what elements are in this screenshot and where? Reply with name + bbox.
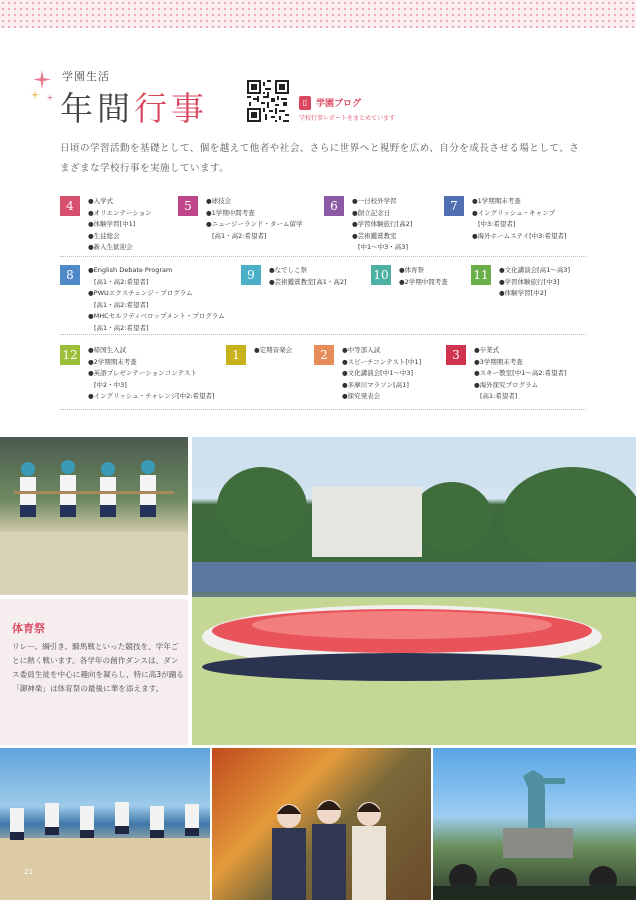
blog-label[interactable]: 学園ブログ [316, 99, 362, 109]
event-item: ●体験学習[中1] [88, 220, 136, 228]
peace-statue-photo [433, 748, 636, 900]
title-main: 年間 [60, 89, 134, 128]
event-item: ●イングリッシュ・チャレンジ[中2:希望者] [88, 392, 215, 400]
event-item: [高1・高2:希望者] [94, 277, 149, 286]
event-item: ●球技会 [206, 197, 232, 205]
dotted-header-band [0, 0, 636, 28]
page-title [60, 83, 208, 130]
qr-code[interactable] [247, 80, 289, 122]
month-badge-7: 7 [444, 196, 464, 216]
event-item: ●卒業式 [474, 346, 500, 354]
annual-events [60, 188, 586, 410]
event-item: ●学習体験旅行[中3] [499, 277, 560, 286]
month-badge-12: 12 [60, 345, 80, 365]
month-badge-3: 3 [446, 345, 466, 365]
month-badge-8: 8 [60, 265, 80, 285]
event-list-6 [352, 196, 412, 254]
month-badge-6: 6 [324, 196, 344, 216]
event-item: ●文化講演会[中1〜中3] [342, 369, 414, 377]
event-item: ●海外ホームステイ[中3:希望者] [472, 231, 567, 240]
event-item: ●探究発表会 [342, 392, 381, 400]
autumn-students-photo [212, 748, 431, 900]
month-6 [324, 196, 412, 254]
event-item: ●学習体験旅行[高2] [352, 220, 413, 228]
event-item: ●生徒総会 [88, 231, 120, 240]
event-item: ●中等部入試 [342, 346, 381, 354]
event-item: ●スピーチコンテスト[中1] [342, 357, 422, 366]
month-badge-4: 4 [60, 196, 80, 216]
month-badge-1: 1 [226, 345, 246, 365]
event-list-4 [88, 196, 152, 254]
event-list-3 [474, 345, 567, 403]
divider [60, 409, 586, 410]
event-item: ●一日校外学習 [352, 197, 397, 205]
month-8 [60, 265, 225, 334]
month-badge-9: 9 [241, 265, 261, 285]
event-list-12 [88, 345, 215, 403]
month-badge-10: 10 [371, 265, 391, 285]
event-item: ●入学式 [88, 197, 114, 205]
section-subtitle: 学園生活 [62, 70, 110, 83]
event-item: [中2・中3] [94, 380, 127, 389]
event-list-2 [342, 345, 421, 403]
month-2 [314, 345, 421, 403]
event-item: ●English Debate Program [88, 266, 173, 274]
event-item: ●英語プレゼンテーションコンテスト [88, 369, 197, 377]
blog-description: 学校行事レポートをまとめています [299, 115, 396, 122]
month-badge-2: 2 [314, 345, 334, 365]
event-list-9 [269, 265, 347, 288]
event-item: [高1・高2:希望者] [94, 300, 149, 309]
blog-icon: ▯ [299, 96, 311, 110]
event-item: ●オリエンテーション [88, 208, 152, 217]
title-accent: 行事 [134, 89, 208, 128]
event-item: ●なでしこ祭 [269, 266, 308, 274]
divider [60, 334, 586, 335]
event-item: [中3:希望者] [478, 220, 516, 228]
month-10 [371, 265, 448, 288]
page-number: 21 [24, 868, 33, 876]
event-item: [高1・高2:希望者] [94, 323, 149, 332]
event-item: ●MHCセルフディベロップメント・プログラム [88, 312, 225, 320]
event-item: ●スキー教室[中1〜高2:希望者] [474, 369, 567, 377]
fan-dance-photo [192, 437, 636, 745]
event-item: ●文化講演会[高1〜高3] [499, 266, 571, 274]
month-4 [60, 196, 152, 254]
month-7 [444, 196, 566, 242]
event-item: ●芸術鑑賞教室 [352, 231, 397, 240]
event-item: ●1学期期末考査 [472, 197, 521, 205]
event-item: ●定期音楽会 [254, 346, 293, 354]
event-item: ●ニュージーランド・ターム留学 [206, 220, 303, 228]
event-item: ●2学期中間考査 [399, 277, 448, 286]
month-badge-5: 5 [178, 196, 198, 216]
event-item: ●3学期期末考査 [474, 357, 523, 366]
event-item: ●新入生歓迎会 [88, 243, 133, 251]
intro-text: 日頃の学習活動を基礎として、個を越えて他者や社会、さらに世界へと視野を広め、自分を成長させる場として、さまざまな学校行事を実施しています。 [60, 143, 580, 174]
event-item: ●帰国生入試 [88, 346, 127, 354]
beach-jump-photo [0, 748, 210, 900]
month-5 [178, 196, 303, 242]
month-3 [446, 345, 567, 403]
event-item: ●海外探究プログラム [474, 380, 539, 389]
event-item: [高1・高2:希望者] [212, 231, 267, 240]
event-item: ●イングリッシュ・キャンプ [472, 208, 556, 217]
event-list-10 [399, 265, 448, 288]
event-item: ●創立記念日 [352, 208, 391, 217]
caption-title: 体育祭 [12, 622, 45, 635]
month-12 [60, 345, 215, 403]
event-item: [中1〜中3・高3] [358, 243, 408, 251]
event-item: [高1:希望者] [480, 392, 518, 400]
event-item: ●2学期期末考査 [88, 357, 137, 366]
sparkle-icon [30, 70, 60, 106]
event-item: ●体験学習[中2] [499, 289, 547, 297]
divider [60, 256, 586, 257]
event-item: ●芸術鑑賞教室[高1・高2] [269, 277, 347, 286]
event-item: ●PWUエクスチェンジ・プログラム [88, 289, 193, 297]
event-list-7 [472, 196, 566, 242]
month-1 [226, 345, 292, 365]
relay-race-photo [0, 437, 188, 595]
month-9 [241, 265, 347, 288]
caption-text: リレー、綱引き、騎馬戦といった競技を、学年ごとに熱く戦います。各学年の創作ダンスは、ダンス委員生徒を中心に趣向を凝らし、特に高3が踊る「御神楽」は体育祭の最後に華を添えます。 [12, 642, 184, 693]
month-badge-11: 11 [471, 265, 491, 285]
event-list-5 [206, 196, 303, 242]
month-11 [471, 265, 570, 300]
event-list-1 [254, 345, 292, 365]
event-item: ●1学期中間考査 [206, 208, 255, 217]
event-item: ●体育祭 [399, 266, 425, 274]
event-list-8 [88, 265, 225, 334]
event-item: ●多摩川マラソン[高1] [342, 380, 409, 389]
event-list-11 [499, 265, 570, 300]
